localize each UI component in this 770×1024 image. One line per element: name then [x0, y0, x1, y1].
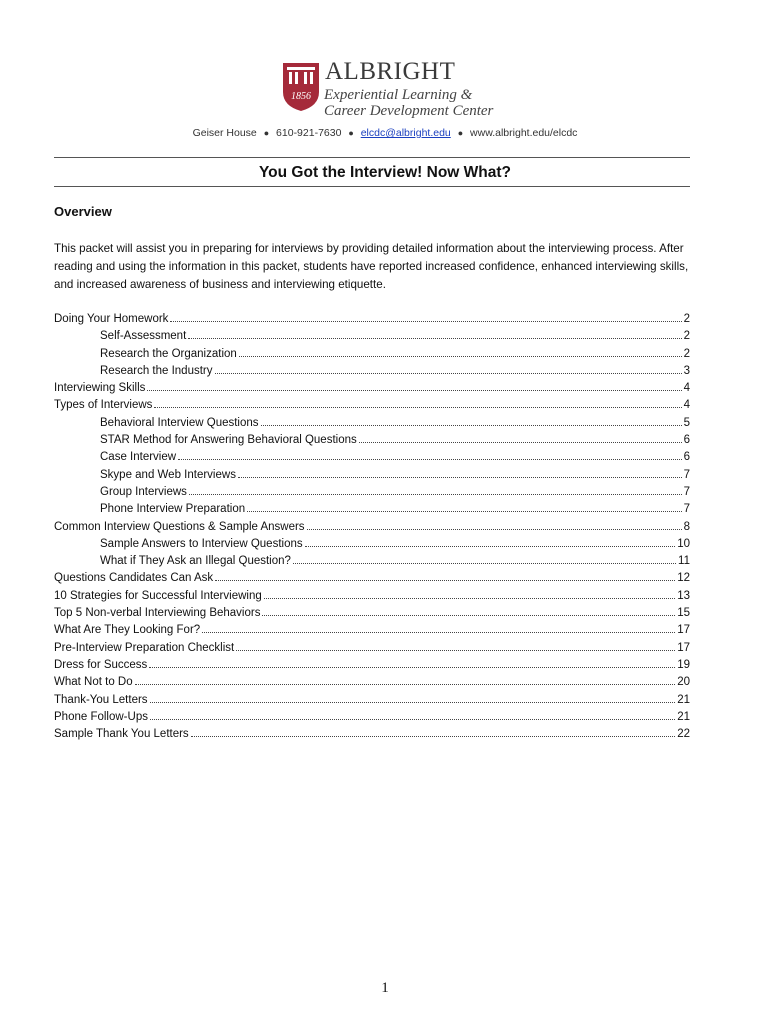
contact-line [0, 127, 770, 139]
toc-entry[interactable] [54, 605, 690, 622]
toc-entry[interactable] [54, 432, 690, 449]
toc-dot-leader [170, 320, 681, 322]
toc-dot-leader [188, 337, 681, 339]
svg-text:1856: 1856 [291, 91, 311, 102]
toc-dot-leader [261, 424, 682, 426]
toc-entry-label: Common Interview Questions & Sample Answers [54, 520, 305, 533]
toc-entry[interactable] [54, 501, 690, 518]
toc-entry-page: 15 [677, 607, 690, 620]
table-of-contents [54, 311, 690, 743]
toc-dot-leader [189, 493, 682, 495]
toc-entry-label: What if They Ask an Illegal Question? [100, 555, 291, 568]
toc-entry-page: 19 [677, 658, 690, 671]
toc-entry[interactable] [54, 311, 690, 328]
toc-entry-label: Interviewing Skills [54, 382, 146, 395]
toc-entry[interactable] [54, 363, 690, 380]
toc-entry-page: 8 [683, 520, 690, 533]
toc-entry[interactable] [54, 328, 690, 345]
toc-entry[interactable] [54, 622, 690, 639]
toc-entry[interactable] [54, 536, 690, 553]
toc-dot-leader [293, 562, 676, 564]
toc-entry-page: 2 [683, 347, 690, 360]
toc-entry-page: 17 [677, 641, 690, 654]
toc-entry-page: 11 [678, 555, 690, 568]
toc-entry-label: Pre-Interview Preparation Checklist [54, 641, 235, 654]
logo-title: ALBRIGHT [325, 58, 456, 85]
toc-entry-label: Phone Follow-Ups [54, 710, 148, 723]
toc-entry-label: Phone Interview Preparation [100, 503, 246, 516]
albright-logo [282, 58, 494, 122]
toc-dot-leader [154, 406, 681, 408]
toc-entry-label: Sample Answers to Interview Questions [100, 537, 303, 550]
toc-entry[interactable] [54, 726, 690, 743]
toc-dot-leader [247, 510, 681, 512]
toc-entry[interactable] [54, 657, 690, 674]
toc-dot-leader [178, 458, 682, 460]
toc-entry-label: Dress for Success [54, 658, 148, 671]
toc-entry-label: Case Interview [100, 451, 177, 464]
toc-entry-page: 22 [677, 728, 690, 741]
toc-entry-label: STAR Method for Answering Behavioral Questions [100, 434, 357, 447]
toc-dot-leader [191, 735, 676, 737]
contact-location: Geiser House [192, 127, 257, 139]
toc-dot-leader [147, 389, 681, 391]
toc-dot-leader [239, 355, 682, 357]
toc-entry-page: 7 [683, 485, 690, 498]
toc-entry-label: Doing Your Homework [54, 313, 169, 325]
toc-entry[interactable] [54, 449, 690, 466]
toc-dot-leader [215, 579, 675, 581]
toc-entry[interactable] [54, 519, 690, 536]
toc-entry-page: 21 [677, 710, 690, 723]
toc-dot-leader [135, 683, 676, 685]
toc-dot-leader [305, 545, 676, 547]
toc-entry-page: 10 [677, 537, 690, 550]
toc-dot-leader [150, 701, 676, 703]
toc-entry-page: 2 [683, 313, 690, 325]
toc-entry[interactable] [54, 397, 690, 414]
logo-subtitle-1: Experiential Learning & [324, 87, 473, 103]
toc-entry[interactable] [54, 415, 690, 432]
toc-entry-page: 20 [677, 676, 690, 689]
toc-entry-page: 7 [683, 503, 690, 516]
toc-entry[interactable] [54, 709, 690, 726]
toc-dot-leader [264, 597, 675, 599]
toc-entry-label: What Not to Do [54, 676, 133, 689]
toc-entry-label: What Are They Looking For? [54, 624, 201, 637]
toc-entry[interactable] [54, 588, 690, 605]
toc-entry-page: 13 [677, 589, 690, 602]
toc-entry[interactable] [54, 484, 690, 501]
document-title: You Got the Interview! Now What? [258, 164, 511, 181]
toc-dot-leader [238, 476, 682, 478]
toc-dot-leader [262, 614, 675, 616]
title-rule-bottom [54, 186, 690, 187]
toc-entry[interactable] [54, 692, 690, 709]
toc-entry-label: Top 5 Non-verbal Interviewing Behaviors [54, 607, 261, 620]
toc-entry-page: 6 [683, 434, 690, 447]
toc-entry-page: 4 [683, 382, 690, 395]
toc-entry-label: Behavioral Interview Questions [100, 416, 259, 429]
toc-entry-page: 17 [677, 624, 690, 637]
toc-entry[interactable] [54, 553, 690, 570]
toc-entry-label: Self-Assessment [100, 330, 187, 343]
contact-phone: 610-921-7630 [276, 127, 342, 139]
shield-icon [282, 62, 320, 112]
toc-entry-page: 7 [683, 468, 690, 481]
toc-dot-leader [307, 528, 682, 530]
toc-dot-leader [149, 666, 675, 668]
contact-email-link[interactable]: elcdc@albright.edu [360, 127, 451, 139]
toc-entry-page: 4 [683, 399, 690, 412]
toc-entry-label: Group Interviews [100, 485, 187, 498]
toc-entry-label: Questions Candidates Can Ask [54, 572, 214, 585]
toc-entry[interactable] [54, 674, 690, 691]
toc-entry[interactable] [54, 467, 690, 484]
toc-entry-page: 2 [683, 330, 690, 343]
page-number: 1 [381, 980, 389, 996]
logo-subtitle-2: Career Development Center [324, 103, 494, 119]
toc-entry-page: 6 [683, 451, 690, 464]
toc-entry[interactable] [54, 380, 690, 397]
toc-entry-label: 10 Strategies for Successful Interviewing [54, 589, 262, 602]
toc-entry-page: 3 [683, 364, 690, 377]
toc-dot-leader [359, 441, 682, 443]
toc-dot-leader [215, 372, 682, 374]
toc-entry-label: Skype and Web Interviews [100, 468, 236, 481]
overview-paragraph: This packet will assist you in preparing for interviews by providing detailed information about the interviewing process. After reading and using the information in this packet, students have reported increased confidence, enhanced interviewing skills, and increased awareness of business and interviewing etiquette. [54, 242, 689, 291]
title-rule-top [54, 157, 690, 158]
separator-dot: ● [457, 128, 464, 138]
toc-entry[interactable] [54, 640, 690, 657]
toc-entry-label: Research the Industry [100, 364, 213, 377]
toc-entry-page: 21 [677, 693, 690, 706]
toc-dot-leader [202, 631, 675, 633]
toc-entry[interactable] [54, 570, 690, 587]
toc-entry-label: Sample Thank You Letters [54, 728, 189, 741]
toc-dot-leader [236, 649, 675, 651]
toc-entry-page: 5 [683, 416, 690, 429]
toc-entry[interactable] [54, 346, 690, 363]
toc-entry-page: 12 [677, 572, 690, 585]
separator-dot: ● [348, 128, 354, 138]
toc-entry-label: Thank-You Letters [54, 693, 148, 706]
toc-dot-leader [150, 718, 675, 720]
toc-entry-label: Research the Organization [100, 347, 237, 360]
overview-heading: Overview [54, 204, 112, 219]
contact-website: www.albright.edu/elcdc [470, 127, 578, 139]
separator-dot: ● [263, 128, 270, 138]
toc-entry-label: Types of Interviews [54, 399, 153, 412]
